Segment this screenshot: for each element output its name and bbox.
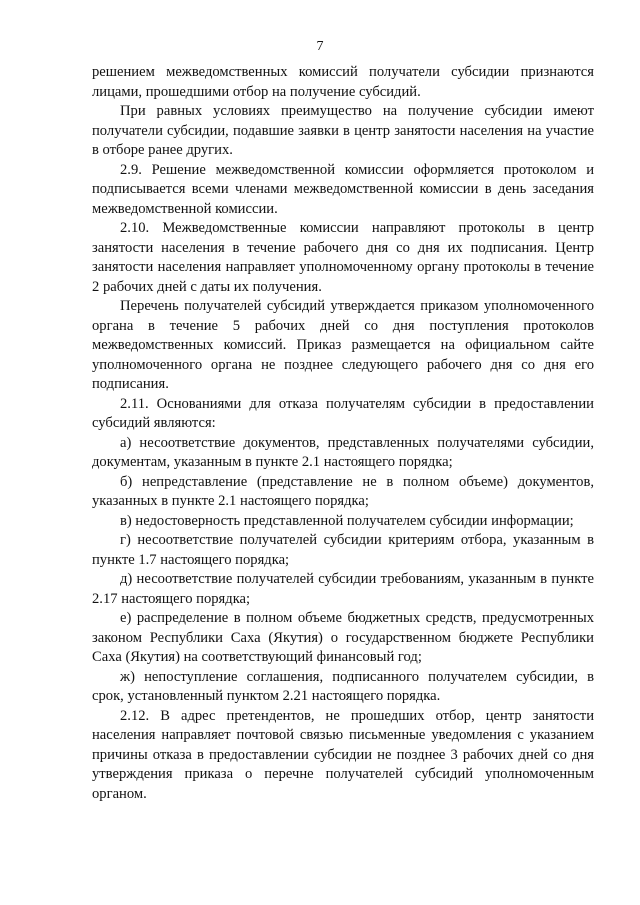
paragraph-2-9: 2.9. Решение межведомственной комиссии оформляется протоколом и подписывается всеми членами межведомственной комиссии в день заседания межведомственной комиссии. [92, 161, 594, 217]
page-number: 7 [316, 39, 324, 54]
paragraph-2-12: 2.12. В адрес претендентов, не прошедших отбор, центр занятости населения направляет почтовой связью письменные уведомления с указанием причины отказа в предоставлении субсидии не позднее 3 рабочих дней со дня утверждения приказа о перечне получателей субсидий уполномоченным органом. [92, 707, 594, 802]
paragraph-priority: При равных условиях преимущество на получение субсидии имеют получатели субсидии, подавшие заявки в центр занятости населения на участие в отборе ранее других. [92, 103, 594, 158]
paragraph-2-10: 2.10. Межведомственные комиссии направляют протоколы в центр занятости населения в течение рабочего дня со дня их подписания. Центр занятости населения направляет уполномоченному органу протоколы в течение 2 рабочих дней с даты их получения. [92, 220, 594, 295]
list-item-d: д) несоответствие получателей субсидии требованиям, указанным в пункте 2.17 настоящего порядка; [92, 571, 594, 607]
list-item-v: в) недостоверность представленной получателем субсидии информации; [120, 512, 574, 529]
document-body [92, 63, 594, 804]
list-item-a: а) несоответствие документов, представленных получателями субсидии, документам, указанным в пункте 2.1 настоящего порядка; [92, 434, 594, 470]
paragraph-recipients-list: Перечень получателей субсидий утверждается приказом уполномоченного органа в течение 5 рабочих дней со дня поступления протоколов межведомственных комиссий. Приказ размещается на официальном сайте уполномоченного органа не позднее следующего рабочего дня со дня его подписания. [92, 298, 594, 392]
paragraph-2-11: 2.11. Основаниями для отказа получателям субсидии в предоставлении субсидий являются: [92, 395, 594, 431]
list-item-e: е) распределение в полном объеме бюджетных средств, предусмотренных законом Республики Саха (Якутия) о государственном бюджете Республики Саха (Якутия) на соответствующий финансовый год; [92, 610, 594, 665]
list-item-g: г) несоответствие получателей субсидии критериям отбора, указанным в пункте 1.7 настоящего порядка; [92, 532, 594, 568]
list-item-b: б) непредставление (представление не в полном объеме) документов, указанных в пункте 2.1 настоящего порядка; [92, 473, 594, 509]
paragraph-continuation: решением межведомственных комиссий получатели субсидии признаются лицами, прошедшими отбор на получение субсидий. [92, 64, 594, 100]
list-item-zh: ж) непоступление соглашения, подписанного получателем субсидии, в срок, установленный пунктом 2.21 настоящего порядка. [92, 668, 594, 704]
